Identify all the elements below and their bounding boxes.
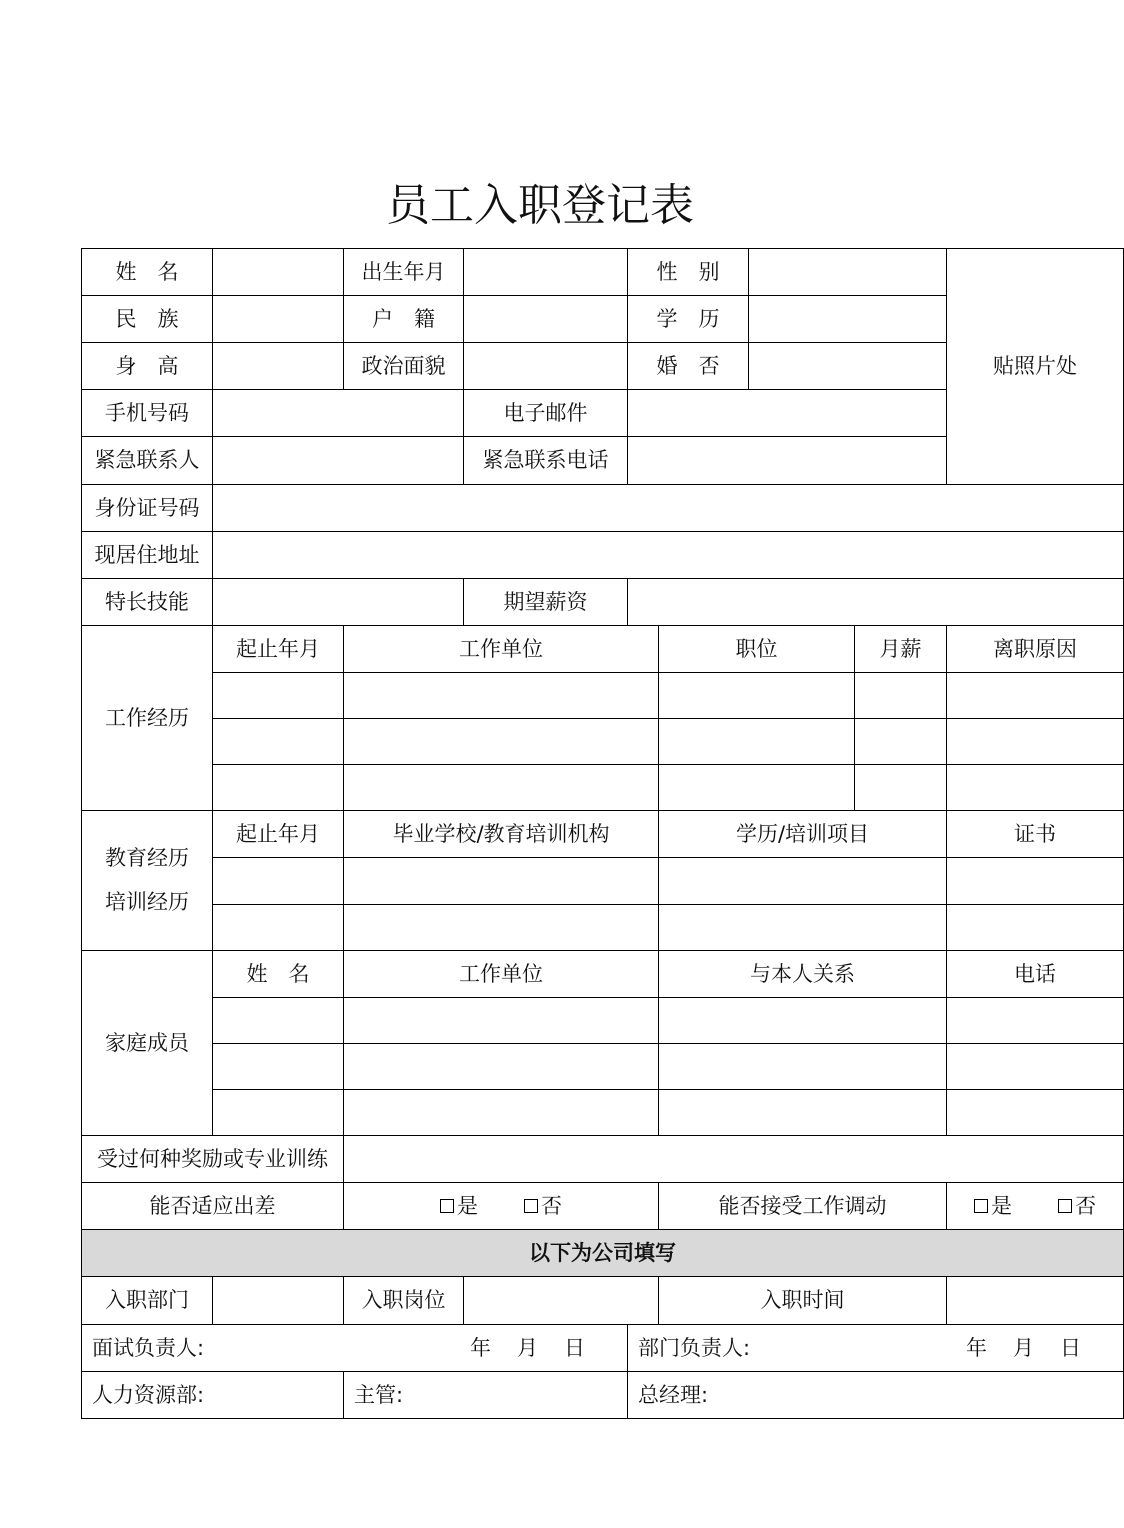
table-row — [82, 719, 1124, 765]
checkbox-icon — [524, 1199, 538, 1213]
checkbox-label: 否 — [541, 1194, 562, 1219]
label-birth: 出生年月 — [344, 249, 464, 296]
supervisor-signature[interactable] — [344, 1371, 628, 1418]
label-address: 现居住地址 — [82, 531, 213, 578]
edu-cell[interactable] — [344, 904, 659, 950]
label-family-members: 家庭成员 — [82, 950, 213, 1135]
field-awards[interactable] — [344, 1136, 1124, 1183]
label-dept-head: 部门负责人: — [638, 1335, 751, 1360]
day-label: 日 — [564, 1335, 585, 1360]
field-onboard-post[interactable] — [464, 1277, 659, 1324]
label-education-training — [82, 811, 213, 950]
work-header-reason: 离职原因 — [947, 625, 1124, 672]
travel-no-checkbox[interactable] — [524, 1193, 562, 1219]
family-cell[interactable] — [344, 1043, 659, 1089]
hr-signature[interactable] — [82, 1371, 344, 1418]
month-label: 月 — [1013, 1335, 1034, 1360]
field-onboard-dept[interactable] — [213, 1277, 344, 1324]
edu-cell[interactable] — [213, 904, 344, 950]
checkbox-label: 是 — [457, 1194, 478, 1219]
label-education: 学 历 — [628, 296, 749, 343]
family-cell[interactable] — [947, 997, 1124, 1043]
work-header-period: 起止年月 — [213, 625, 344, 672]
travel-options — [344, 1183, 659, 1230]
label-supervisor: 主管: — [354, 1382, 404, 1407]
photo-area: 贴照片处 — [947, 249, 1124, 485]
field-email[interactable] — [628, 390, 947, 437]
work-cell[interactable] — [213, 765, 344, 811]
label-salary: 期望薪资 — [464, 578, 628, 625]
work-header-company: 工作单位 — [344, 625, 659, 672]
label-education-experience: 教育经历 — [105, 846, 189, 871]
label-political: 政治面貌 — [344, 343, 464, 390]
gm-signature[interactable] — [628, 1371, 1124, 1418]
family-cell[interactable] — [947, 1089, 1124, 1135]
label-name: 姓 名 — [82, 249, 213, 296]
field-hukou[interactable] — [464, 296, 628, 343]
work-cell[interactable] — [659, 765, 855, 811]
family-cell[interactable] — [213, 1089, 344, 1135]
dept-head-signature[interactable] — [628, 1324, 1124, 1371]
work-cell[interactable] — [659, 719, 855, 765]
field-ethnicity[interactable] — [213, 296, 344, 343]
family-header-phone: 电话 — [947, 950, 1124, 997]
field-emergency-contact[interactable] — [213, 437, 464, 484]
form-title: 员工入职登记表 — [386, 180, 694, 231]
family-cell[interactable] — [659, 997, 947, 1043]
table-row — [82, 904, 1124, 950]
field-education[interactable] — [749, 296, 947, 343]
family-header-name: 姓 名 — [213, 950, 344, 997]
work-cell[interactable] — [344, 672, 659, 718]
label-business-travel: 能否适应出差 — [82, 1183, 344, 1230]
transfer-no-checkbox[interactable] — [1058, 1193, 1096, 1219]
edu-cell[interactable] — [659, 858, 947, 904]
day-label: 日 — [1060, 1335, 1081, 1360]
work-cell[interactable] — [344, 765, 659, 811]
interviewer-signature[interactable] — [82, 1324, 628, 1371]
label-onboard-time: 入职时间 — [659, 1277, 947, 1324]
label-awards: 受过何种奖励或专业训练 — [82, 1136, 344, 1183]
family-cell[interactable] — [344, 997, 659, 1043]
month-label: 月 — [517, 1335, 538, 1360]
company-section-header: 以下为公司填写 — [82, 1230, 1124, 1277]
field-marital[interactable] — [749, 343, 947, 390]
checkbox-icon — [974, 1199, 988, 1213]
family-cell[interactable] — [213, 997, 344, 1043]
table-row — [82, 1043, 1124, 1089]
edu-header-school: 毕业学校/教育培训机构 — [344, 811, 659, 858]
work-cell[interactable] — [947, 672, 1124, 718]
table-row — [82, 997, 1124, 1043]
year-label: 年 — [470, 1335, 491, 1360]
label-gender: 性 别 — [628, 249, 749, 296]
edu-cell[interactable] — [947, 904, 1124, 950]
field-gender[interactable] — [749, 249, 947, 296]
registration-form-table — [81, 248, 1124, 1419]
field-height[interactable] — [213, 343, 344, 390]
field-political[interactable] — [464, 343, 628, 390]
travel-yes-checkbox[interactable] — [440, 1193, 478, 1219]
work-cell[interactable] — [855, 672, 947, 718]
label-training-experience: 培训经历 — [105, 890, 189, 915]
work-cell[interactable] — [213, 672, 344, 718]
checkbox-label: 否 — [1075, 1194, 1096, 1219]
work-cell[interactable] — [947, 765, 1124, 811]
table-row — [82, 672, 1124, 718]
table-row — [82, 1089, 1124, 1135]
work-cell[interactable] — [947, 719, 1124, 765]
label-email: 电子邮件 — [464, 390, 628, 437]
family-cell[interactable] — [947, 1043, 1124, 1089]
field-onboard-time[interactable] — [947, 1277, 1124, 1324]
work-cell[interactable] — [855, 765, 947, 811]
field-emergency-phone[interactable] — [628, 437, 947, 484]
work-header-salary: 月薪 — [855, 625, 947, 672]
table-row — [82, 765, 1124, 811]
label-mobile: 手机号码 — [82, 390, 213, 437]
checkbox-label: 是 — [991, 1194, 1012, 1219]
work-cell[interactable] — [213, 719, 344, 765]
label-onboard-post: 入职岗位 — [344, 1277, 464, 1324]
field-skills[interactable] — [213, 578, 464, 625]
work-cell[interactable] — [855, 719, 947, 765]
label-hr: 人力资源部: — [92, 1382, 205, 1407]
label-ethnicity: 民 族 — [82, 296, 213, 343]
label-marital: 婚 否 — [628, 343, 749, 390]
family-header-relation: 与本人关系 — [659, 950, 947, 997]
work-cell[interactable] — [659, 672, 855, 718]
label-height: 身 高 — [82, 343, 213, 390]
field-address[interactable] — [213, 531, 1124, 578]
label-interviewer: 面试负责人: — [92, 1335, 205, 1360]
edu-cell[interactable] — [659, 904, 947, 950]
label-job-transfer: 能否接受工作调动 — [659, 1183, 947, 1230]
label-emergency-phone: 紧急联系电话 — [464, 437, 628, 484]
field-mobile[interactable] — [213, 390, 464, 437]
label-onboard-dept: 入职部门 — [82, 1277, 213, 1324]
edu-cell[interactable] — [947, 858, 1124, 904]
label-work-experience: 工作经历 — [82, 625, 213, 810]
family-cell[interactable] — [213, 1043, 344, 1089]
checkbox-icon — [1058, 1199, 1072, 1213]
edu-cell[interactable] — [213, 858, 344, 904]
family-header-company: 工作单位 — [344, 950, 659, 997]
family-cell[interactable] — [344, 1089, 659, 1135]
field-salary[interactable] — [628, 578, 1124, 625]
edu-header-certificate: 证书 — [947, 811, 1124, 858]
family-cell[interactable] — [659, 1043, 947, 1089]
label-skills: 特长技能 — [82, 578, 213, 625]
label-hukou: 户 籍 — [344, 296, 464, 343]
edu-header-degree: 学历/培训项目 — [659, 811, 947, 858]
edu-header-period: 起止年月 — [213, 811, 344, 858]
checkbox-icon — [440, 1199, 454, 1213]
transfer-options — [947, 1183, 1124, 1230]
field-id-number[interactable] — [213, 484, 1124, 531]
label-id-number: 身份证号码 — [82, 484, 213, 531]
edu-cell[interactable] — [344, 858, 659, 904]
work-header-position: 职位 — [659, 625, 855, 672]
year-label: 年 — [966, 1335, 987, 1360]
table-row — [82, 858, 1124, 904]
label-emergency-contact: 紧急联系人 — [82, 437, 213, 484]
family-cell[interactable] — [659, 1089, 947, 1135]
field-birth[interactable] — [464, 249, 628, 296]
work-cell[interactable] — [344, 719, 659, 765]
transfer-yes-checkbox[interactable] — [974, 1193, 1012, 1219]
label-gm: 总经理: — [638, 1382, 709, 1407]
field-name[interactable] — [213, 249, 344, 296]
